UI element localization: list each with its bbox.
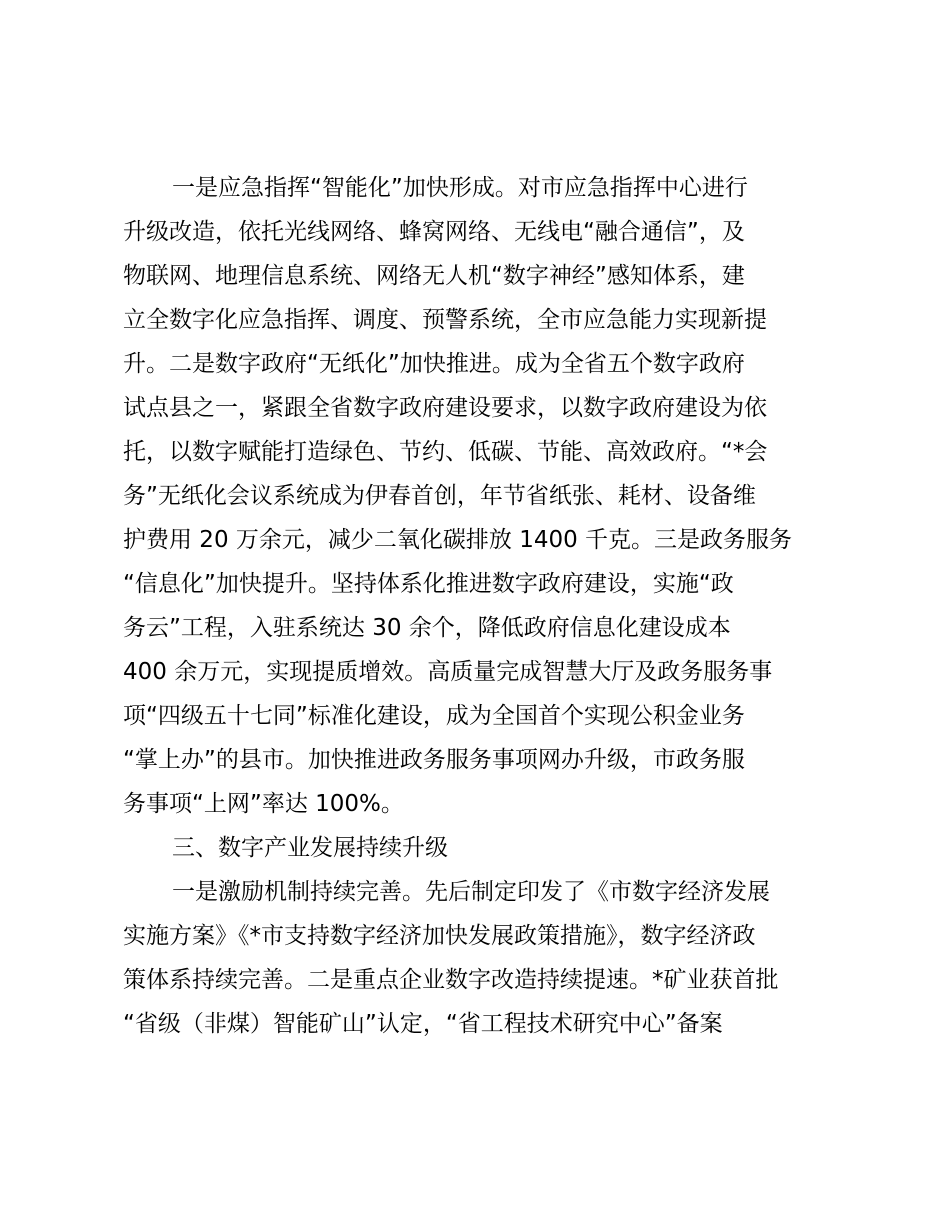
paragraph-line: 升。二是数字政府“无纸化”加快推进。成为全省五个数字政府 — [123, 351, 745, 377]
paragraph-line: 一是应急指挥“智能化”加快形成。对市应急指挥中心进行 — [172, 175, 748, 201]
paragraph-line: 项“四级五十七同”标准化建设，成为全国首个实现公积金业务 — [123, 703, 745, 729]
paragraph-line: 立全数字化应急指挥、调度、预警系统，全市应急能力实现新提 — [123, 307, 767, 333]
paragraph-line: “信息化”加快提升。坚持体系化推进数字政府建设，实施“政 — [123, 571, 734, 597]
paragraph-line: 策体系持续完善。二是重点企业数字改造持续提速。*矿业获首批 — [123, 967, 779, 993]
paragraph-line: 护费用 20 万余元，减少二氧化碳排放 1400 千克。三是政务服务 — [123, 527, 793, 553]
paragraph-line: 一是激励机制持续完善。先后制定印发了《市数字经济发展 — [172, 879, 770, 905]
paragraph-line: 升级改造，依托光线网络、蜂窝网络、无线电“融合通信”，及 — [123, 219, 745, 245]
paragraph-line: 试点县之一，紧跟全省数字政府建设要求，以数字政府建设为依 — [123, 395, 767, 421]
paragraph-line: 物联网、地理信息系统、网络无人机“数字神经”感知体系，建 — [123, 263, 745, 289]
paragraph-line: “省级（非煤）智能矿山”认定，“省工程技术研究中心”备案 — [123, 1011, 723, 1037]
paragraph-line: “掌上办”的县市。加快推进政务服务事项网办升级，市政务服 — [123, 747, 745, 773]
paragraph-line: 托，以数字赋能打造绿色、节约、低碳、节能、高效政府。“*会 — [123, 439, 768, 465]
section-heading: 三、数字产业发展持续升级 — [172, 835, 448, 861]
paragraph-line: 400 余万元，实现提质增效。高质量完成智慧大厅及政务服务事 — [123, 659, 773, 685]
paragraph-line: 务事项“上网”率达 100%。 — [123, 791, 404, 817]
paragraph-line: 实施方案》《*市支持数字经济加快发展政策措施》，数字经济政 — [123, 923, 756, 949]
paragraph-line: 务”无纸化会议系统成为伊春首创，年节省纸张、耗材、设备维 — [123, 483, 756, 509]
paragraph-line: 务云”工程，入驻系统达 30 余个，降低政府信息化建设成本 — [123, 615, 731, 641]
